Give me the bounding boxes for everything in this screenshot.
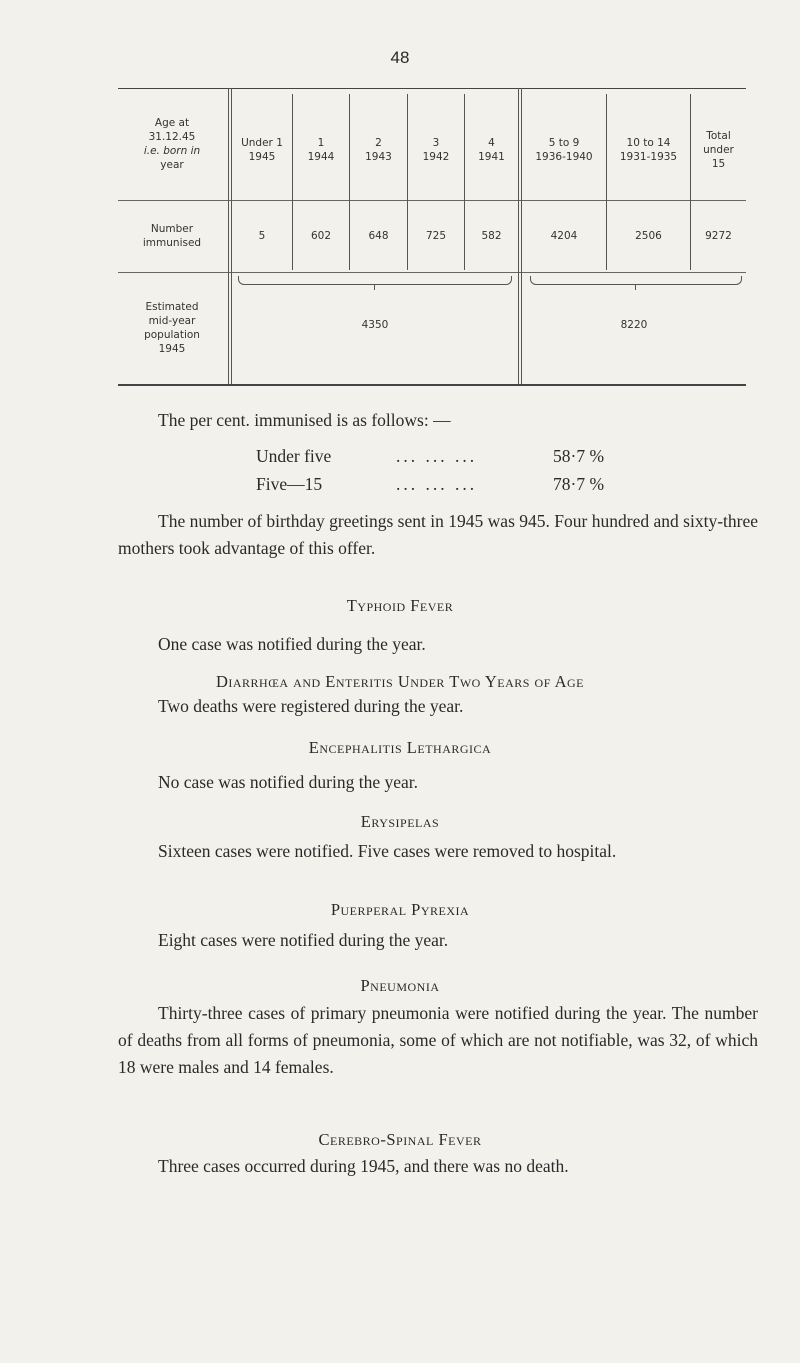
column-header-total: Total under 15 xyxy=(703,130,734,170)
table-vrule xyxy=(349,94,350,270)
brace-tip xyxy=(635,284,636,290)
column-header: 5 to 9 1936-1940 xyxy=(535,137,593,163)
heading-typhoid-fever: Typhoid Fever xyxy=(346,596,454,615)
column-header: 2 1943 xyxy=(365,137,392,163)
immunised-value: 725 xyxy=(425,230,447,242)
immunised-value: 5 xyxy=(258,230,266,242)
immunised-value: 602 xyxy=(310,230,332,242)
table-rule-2 xyxy=(118,272,746,273)
row-header-immunised: Number immunised xyxy=(142,223,202,249)
table-vrule xyxy=(228,88,229,384)
page-number: 48 xyxy=(390,48,410,67)
table-vrule xyxy=(407,94,408,270)
row-header-age: Age at 31.12.45 i.e. born in year xyxy=(143,117,201,171)
percent-row xyxy=(256,474,656,495)
puerperal-text: Eight cases were notified during the year. xyxy=(158,930,449,950)
column-header: 1 1944 xyxy=(307,137,335,163)
heading-erysipelas: Erysipelas xyxy=(360,812,440,831)
diarrhoea-text: Two deaths were registered during the year. xyxy=(158,696,464,716)
heading-pneumonia: Pneumonia xyxy=(360,976,440,995)
population-five-to-fifteen: 8220 xyxy=(620,319,648,331)
brace-under-five xyxy=(238,276,512,285)
column-header: Under 1 1945 xyxy=(241,137,283,163)
percent-intro: The per cent. immunised is as follows: — xyxy=(158,410,451,430)
percent-value: 58·7 % xyxy=(553,446,605,466)
cerebro-text: Three cases occurred during 1945, and there was no death. xyxy=(158,1156,569,1176)
leader-dots: ... ... ... xyxy=(396,446,478,466)
encephalitis-text: No case was notified during the year. xyxy=(158,772,418,792)
table-vrule xyxy=(292,94,293,270)
brace-tip xyxy=(374,284,375,290)
immunised-total: 9272 xyxy=(705,230,732,242)
heading-encephalitis: Encephalitis Lethargica xyxy=(308,738,492,757)
percent-label: Under five xyxy=(256,446,332,466)
immunised-value: 2506 xyxy=(635,230,662,242)
percent-row xyxy=(256,446,656,467)
heading-cerebro-spinal-fever: Cerebro-Spinal Fever xyxy=(318,1130,482,1149)
erysipelas-paragraph: Sixteen cases were notified. Five cases were removed to hospital. xyxy=(158,841,617,861)
greetings-paragraph: The number of birthday greetings sent in 1945 was 945. Four hundred and sixty-three mothers took advantage of this offer. xyxy=(118,511,758,558)
table-top-rule xyxy=(118,88,746,89)
immunised-value: 4204 xyxy=(550,230,578,242)
table-vrule xyxy=(464,94,465,270)
table-vrule xyxy=(690,94,691,270)
column-header: 10 to 14 1931-1935 xyxy=(619,137,678,163)
heading-puerperal-pyrexia: Puerperal Pyrexia xyxy=(330,900,470,919)
immunised-value: 582 xyxy=(481,230,502,242)
table-vrule xyxy=(518,88,519,384)
pneumonia-paragraph: Thirty-three cases of primary pneumonia were notified during the year. The number of deaths from all forms of pneumonia, some of which are not notifiable, was 32, of which 18 were males and 14 females. xyxy=(118,1003,758,1077)
percent-label: Five—15 xyxy=(256,474,323,494)
brace-five-to-fifteen xyxy=(530,276,742,285)
immunised-value: 648 xyxy=(368,230,389,242)
leader-dots: ... ... ... xyxy=(396,474,478,494)
table-vrule xyxy=(606,94,607,270)
population-under-five: 4350 xyxy=(361,319,389,331)
heading-diarrhoea: Diarrhœa and Enteritis Under Two Years of Age xyxy=(215,672,585,691)
typhoid-text: One case was notified during the year. xyxy=(158,634,426,654)
table-bottom-rule xyxy=(118,384,746,386)
percent-value: 78·7 % xyxy=(553,474,605,494)
column-header: 4 1941 xyxy=(478,137,505,163)
column-header: 3 1942 xyxy=(422,137,450,163)
row-header-population: Estimated mid-year population 1945 xyxy=(144,301,200,355)
immunisation-table xyxy=(118,88,746,388)
table-rule-1 xyxy=(118,200,746,201)
